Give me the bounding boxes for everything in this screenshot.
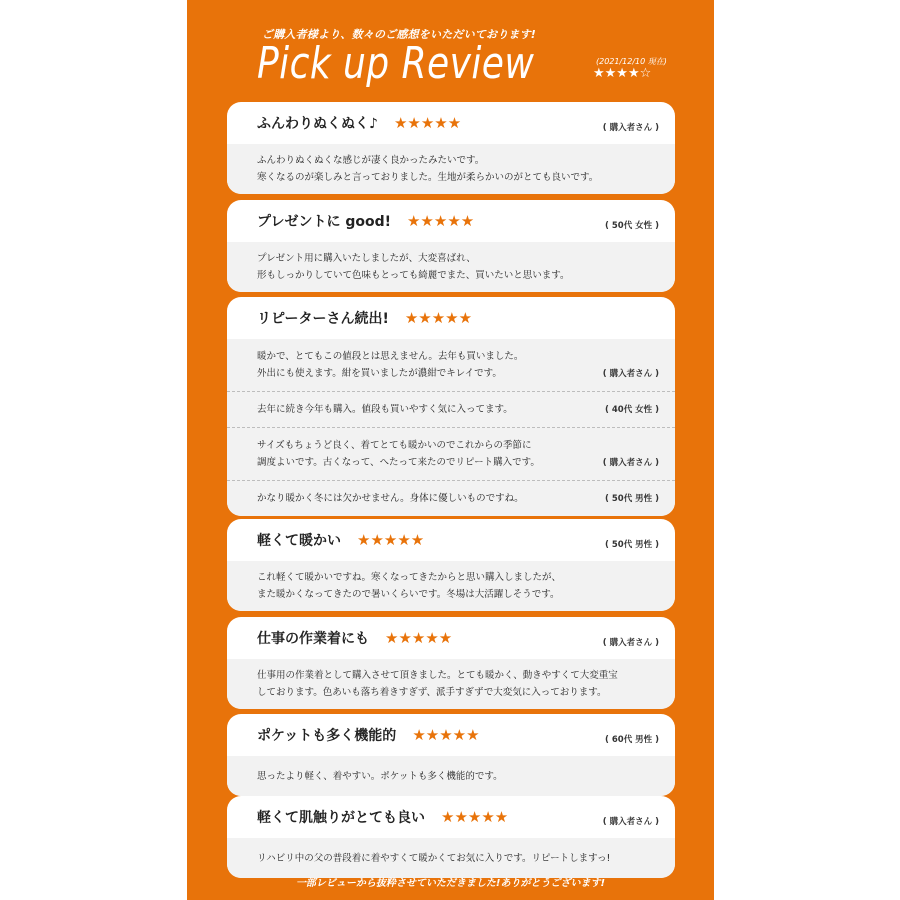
review-row (227, 144, 675, 194)
review-row (227, 242, 675, 292)
review-card (227, 796, 675, 878)
review-title-text: 軽くて肌触りがとても良い (257, 810, 425, 826)
review-card (227, 617, 675, 709)
review-text-line: サイズもちょうど良く、着てとても暖かいのでこれからの季節に (257, 440, 532, 451)
review-text-line: 外出にも使えます。紺を買いましたが濃紺でキレイです。 (257, 368, 502, 379)
review-card (227, 102, 675, 194)
tagline: ご購入者様より、数々のご感想をいただいております! (262, 28, 537, 41)
reviewer-label: ( 50代 女性 ) (605, 221, 659, 231)
review-row (227, 838, 675, 878)
review-stars: ★★★★★ (385, 629, 453, 647)
page-title: Pick up Review (257, 38, 535, 89)
review-row (227, 480, 675, 516)
review-text (257, 348, 523, 382)
review-card (227, 200, 675, 292)
review-row (227, 391, 675, 427)
review-text-line: しております。色あいも落ち着きすぎず、派手すぎずで大変気に入っております。 (257, 687, 607, 698)
reviewer-label: ( 60代 男性 ) (605, 735, 659, 745)
reviewer-label: ( 50代 男性 ) (605, 540, 659, 550)
review-title-text: 仕事の作業着にも (257, 631, 369, 647)
review-row (227, 339, 675, 391)
review-text (257, 437, 540, 471)
reviewer-label: ( 購入者さん ) (602, 458, 659, 468)
reviewer-label: ( 購入者さん ) (602, 817, 659, 827)
review-text (257, 152, 598, 186)
review-text-line: 暖かで、とてもこの値段とは思えません。去年も買いました。 (257, 351, 524, 362)
review-title-text: ポケットも多く機能的 (257, 728, 397, 744)
review-card-header (227, 617, 675, 659)
overall-rating-stars: ★★★★☆ (593, 66, 652, 81)
reviewer-label: ( 購入者さん ) (602, 369, 659, 379)
review-title (257, 211, 474, 231)
review-title-text: ふんわりぬくぬく♪ (257, 116, 378, 132)
review-text-line: 思ったより軽く、着やすい。ポケットも多く機能的です。 (257, 770, 503, 782)
review-card-header (227, 200, 675, 242)
review-text-line: これ軽くて暖かいですね。寒くなってきたからと思い購入しましたが、 (257, 572, 562, 583)
review-text (257, 401, 513, 418)
review-text-line: また暖かくなってきたので暑いくらいです。冬場は大活躍しそうです。 (257, 589, 560, 600)
review-text (257, 569, 561, 603)
review-row (227, 756, 675, 796)
reviewer-label: ( 購入者さん ) (602, 638, 659, 648)
review-text (257, 490, 524, 507)
review-stars: ★★★★★ (406, 212, 475, 230)
review-stars: ★★★★★ (404, 309, 473, 327)
review-title-text: 軽くて暖かい (257, 533, 341, 549)
review-text-line: プレゼント用に購入いたしましたが、大変喜ばれ、 (257, 253, 476, 264)
review-row (227, 659, 675, 709)
review-stars: ★★★★★ (441, 808, 509, 826)
review-row (227, 561, 675, 611)
review-stars: ★★★★★ (412, 726, 480, 744)
review-card-header (227, 102, 675, 144)
review-title (257, 308, 472, 328)
review-title (257, 628, 452, 648)
review-text-line: 形もしっかりしていて色味もとっても綺麗でまた、買いたいと思います。 (257, 270, 570, 281)
review-text (257, 667, 618, 701)
review-card-header (227, 297, 675, 339)
review-stars: ★★★★★ (357, 531, 425, 549)
reviewer-label: ( 50代 男性 ) (605, 494, 659, 504)
review-card-header (227, 796, 675, 838)
review-title (257, 807, 508, 827)
review-card (227, 519, 675, 611)
footer-note: 一部レビューから抜粋させていただきました!ありがとうございます! (295, 878, 606, 889)
review-row (227, 427, 675, 480)
review-title (257, 725, 480, 745)
reviewer-label: ( 40代 女性 ) (605, 405, 659, 415)
review-text-line: 去年に続き今年も購入。値段も買いやすく気に入ってます。 (257, 404, 513, 415)
review-title (257, 530, 424, 550)
review-card-header (227, 519, 675, 561)
review-stars: ★★★★★ (393, 114, 462, 132)
review-text-line: かなり暖かく冬には欠かせません。身体に優しいものですね。 (257, 493, 524, 504)
review-text (257, 250, 570, 284)
review-card-header (227, 714, 675, 756)
review-card (227, 714, 675, 796)
review-text-line: 仕事用の作業着として購入させて頂きました。とても暖かく、動きやすくて大変重宝 (257, 670, 618, 681)
reviewer-label: ( 購入者さん ) (602, 123, 659, 133)
review-text (257, 768, 503, 785)
review-title-text: プレゼントに good! (257, 214, 391, 230)
review-title (257, 113, 461, 133)
review-card (227, 297, 675, 516)
review-text-line: 寒くなるのが楽しみと言っておりました。生地が柔らかいのがとても良いです。 (257, 172, 599, 183)
review-text-line: ふんわりぬくぬくな感じが凄く良かったみたいです。 (257, 155, 485, 166)
review-title-text: リピーターさん続出! (257, 311, 389, 327)
as-of-date: (2021/12/10 現在) (596, 57, 667, 66)
review-text-line: リハビリ中の父の普段着に着やすくて暖かくてお気に入りです。リピートしますっ! (257, 852, 611, 864)
review-text (257, 850, 610, 867)
review-text-line: 調度よいです。古くなって、へたって来たのでリピート購入です。 (257, 457, 540, 468)
